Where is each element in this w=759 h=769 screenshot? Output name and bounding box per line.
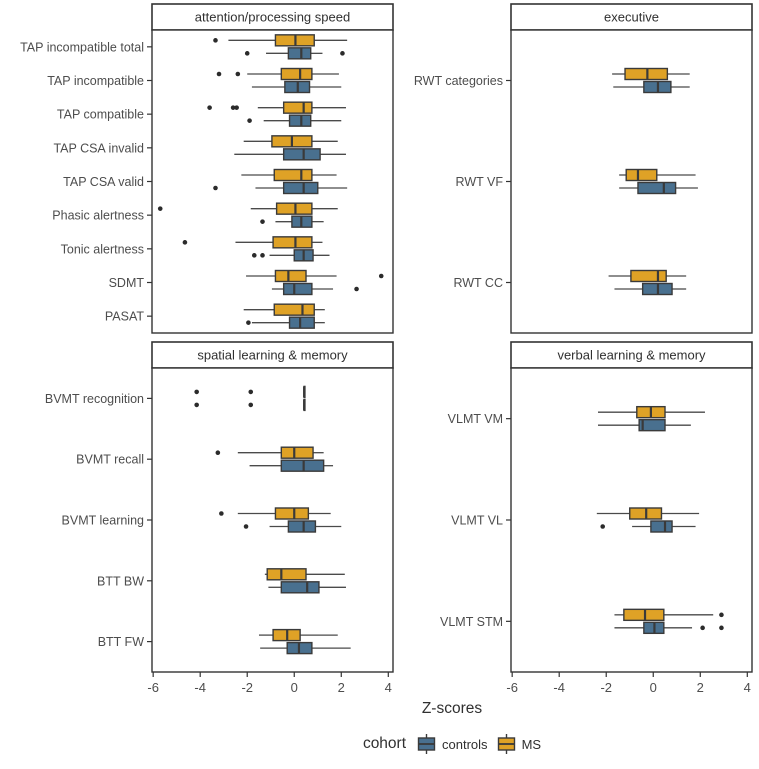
outlier-dot-controls	[213, 186, 218, 191]
x-tick-label: -2	[600, 680, 613, 695]
box-controls	[638, 183, 676, 194]
category-label: VLMT STM	[440, 614, 503, 629]
outlier-dot-MS	[194, 390, 199, 395]
box-MS	[274, 170, 312, 181]
category-label: PASAT	[104, 309, 144, 324]
category-label: BTT BW	[97, 574, 144, 589]
category-label: RWT VF	[455, 175, 503, 189]
x-tick-label: 2	[337, 680, 345, 695]
category-label: RWT CC	[453, 276, 503, 290]
box-controls	[281, 582, 319, 593]
category-label: Tonic alertness	[60, 242, 144, 257]
box-MS	[284, 102, 312, 113]
outlier-dot-controls	[354, 287, 359, 292]
outlier-dot-controls	[248, 403, 253, 408]
x-tick-label: 4	[743, 680, 751, 695]
x-tick-label: 4	[384, 680, 392, 695]
category-label: BVMT recall	[76, 452, 144, 467]
box-MS	[281, 69, 312, 80]
outlier-dot-controls	[260, 219, 265, 224]
box-controls	[290, 317, 315, 328]
outlier-dot-controls	[245, 51, 250, 56]
x-tick-label: -4	[553, 680, 565, 695]
outlier-dot-controls	[260, 253, 265, 258]
box-MS	[624, 609, 664, 620]
legend-label-ms: MS	[521, 736, 542, 752]
x-tick-label: -2	[241, 680, 254, 695]
outlier-dot-MS	[248, 390, 253, 395]
box-MS	[267, 569, 306, 580]
facet-title-executive: executive	[604, 9, 659, 25]
category-label: BVMT recognition	[44, 391, 144, 406]
box-MS	[275, 271, 306, 282]
outlier-dot-MS	[219, 511, 224, 516]
outlier-dot-controls	[719, 626, 724, 631]
box-controls	[284, 149, 320, 160]
outlier-dot-MS	[234, 105, 239, 110]
outlier-dot-controls	[247, 118, 252, 123]
category-label: BTT FW	[97, 635, 144, 650]
box-controls	[288, 48, 310, 59]
outlier-dot-controls	[246, 320, 251, 325]
x-tick-label: -6	[147, 680, 159, 695]
boxplot-key-icon	[497, 733, 516, 755]
legend-title: cohort	[362, 735, 407, 752]
box-controls	[284, 284, 312, 295]
panel-spatial-learning-memory	[152, 368, 393, 672]
box-controls	[281, 460, 323, 471]
category-label: SDMT	[108, 276, 144, 290]
category-label: TAP incompatible	[47, 74, 144, 88]
box-MS	[626, 170, 657, 181]
facet-title-attention-processing-speed: attention/processing speed	[194, 9, 351, 25]
outlier-dot-MS	[183, 240, 188, 245]
x-tick-label: 0	[649, 680, 657, 695]
box-MS	[273, 237, 312, 248]
category-label: VLMT VM	[447, 412, 503, 427]
box-MS	[281, 447, 313, 458]
outlier-dot-MS	[217, 72, 222, 77]
facet-title-spatial-learning-memory: spatial learning & memory	[197, 347, 348, 363]
box-MS	[275, 508, 308, 519]
x-tick-label: -4	[194, 680, 206, 695]
box-MS	[277, 203, 312, 214]
box-MS	[625, 69, 667, 80]
category-label: Phasic alertness	[52, 208, 144, 223]
outlier-dot-controls	[244, 524, 249, 529]
box-controls	[651, 521, 672, 532]
category-label: TAP incompatible total	[20, 40, 144, 55]
outlier-dot-controls	[252, 253, 257, 258]
box-controls	[284, 183, 318, 194]
outlier-dot-controls	[600, 524, 605, 529]
outlier-dot-controls	[700, 626, 705, 631]
panel-verbal-learning-memory	[511, 368, 752, 672]
outlier-dot-MS	[719, 613, 724, 618]
box-controls	[288, 521, 315, 532]
outlier-dot-MS	[379, 274, 384, 279]
category-label: BVMT learning	[61, 513, 144, 528]
category-label: VLMT VL	[451, 513, 503, 528]
facet-title-verbal-learning-memory: verbal learning & memory	[557, 347, 706, 363]
category-label: TAP CSA valid	[63, 175, 144, 189]
x-tick-label: 0	[290, 680, 298, 695]
outlier-dot-MS	[158, 206, 163, 211]
outlier-dot-MS	[207, 105, 212, 110]
box-MS	[631, 271, 666, 282]
boxplot-key-icon	[417, 733, 436, 755]
outlier-dot-MS	[216, 450, 221, 455]
x-tick-label: 2	[696, 680, 704, 695]
cohort-legend	[152, 733, 752, 755]
category-label: TAP CSA invalid	[53, 141, 144, 156]
outlier-dot-MS	[236, 72, 241, 77]
box-MS	[274, 304, 314, 315]
outlier-dot-MS	[213, 38, 218, 43]
x-tick-label: -6	[506, 680, 518, 695]
box-controls	[290, 115, 311, 126]
legend-label-controls: controls	[442, 736, 488, 752]
x-axis-title: Z-scores	[421, 700, 483, 717]
legend-entry-ms	[497, 733, 542, 755]
legend-entry-controls	[417, 733, 488, 755]
outlier-dot-controls	[340, 51, 345, 56]
category-label: RWT categories	[413, 74, 503, 88]
category-label: TAP compatible	[56, 107, 144, 122]
outlier-dot-controls	[194, 403, 199, 408]
